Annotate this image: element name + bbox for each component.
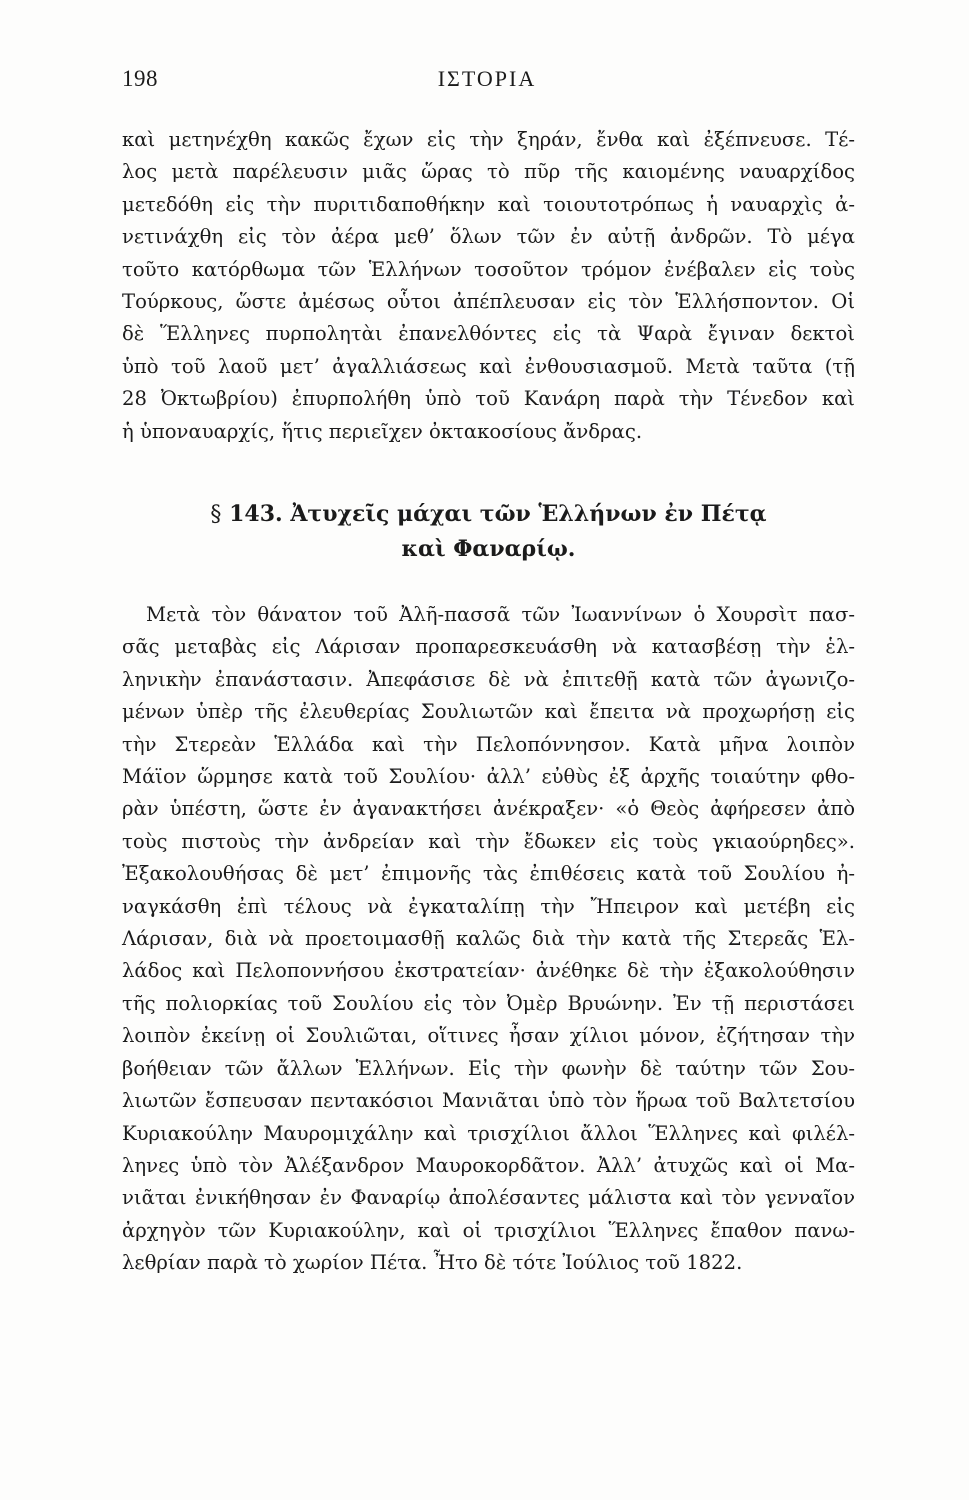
text-line: Κυριακούλην Μαυρομιχάλην καὶ τρισχίλιοι ἄλλοι Ἕλληνες καὶ φιλέλ- — [122, 1121, 855, 1145]
text-line: λος μετὰ παρέλευσιν μιᾶς ὥρας τὸ πῦρ τῆς καιομένης ναυαρχίδος — [122, 160, 855, 184]
text-line: τοῦτο κατόρθωμα τῶν Ἑλλήνων τοσοῦτον τρόμον ἐνέβαλεν εἰς τοὺς — [122, 257, 855, 281]
text-line: λεθρίαν παρὰ τὸ χωρίον Πέτα. Ἦτο δὲ τότε Ἰούλιος τοῦ 1822. — [122, 1251, 743, 1275]
running-head: ΙΣΤΟΡΙΑ — [437, 66, 537, 91]
section-title-line-2: καὶ Φαναρίῳ. — [401, 536, 576, 562]
text-line: μετεδόθη εἰς τὴν πυριτιδαποθήκην καὶ τοιουτοτρόπως ἡ ναυαρχὶς ἀ- — [122, 192, 855, 216]
section-heading — [122, 497, 855, 566]
text-line: ἀρχηγὸν τῶν Κυριακούλην, καὶ οἱ τρισχίλιοι Ἕλληνες ἔπαθον πανω- — [122, 1218, 855, 1242]
text-line: ληνες ὑπὸ τὸν Ἀλέξανδρον Μαυροκορδᾶτον. Ἀλλ’ ἀτυχῶς καὶ οἱ Μα- — [122, 1153, 855, 1177]
section-title-line-1: Ἀτυχεῖς μάχαι τῶν Ἑλλήνων ἐν Πέτᾳ — [290, 501, 767, 527]
paragraph-1 — [122, 124, 855, 448]
section-heading-line-1 — [122, 497, 855, 532]
text-line: νετινάχθη εἰς τὸν ἀέρα μεθ’ ὅλων τῶν ἐν αὐτῇ ἀνδρῶν. Τὸ μέγα — [122, 225, 855, 249]
section-sign: § — [210, 502, 222, 527]
text-line: Ἐξακολουθήσας δὲ μετ’ ἐπιμονῆς τὰς ἐπιθέσεις κατὰ τοῦ Σουλίου ἠ- — [122, 862, 855, 886]
text-line: Μάϊον ὥρμησε κατὰ τοῦ Σουλίου· ἀλλ’ εὐθὺς ἐξ ἀρχῆς τοιαύτην φθο- — [122, 765, 855, 789]
text-line: ὑπὸ τοῦ λαοῦ μετ’ ἀγαλλιάσεως καὶ ἐνθουσιασμοῦ. Μετὰ ταῦτα (τῇ — [122, 354, 855, 378]
text-line: σᾶς μεταβὰς εἰς Λάρισαν προπαρεσκευάσθη νὰ κατασβέσῃ τὴν ἑλ- — [122, 635, 855, 659]
text-line: λοιπὸν ἐκείνῃ οἱ Σουλιῶται, οἵτινες ἦσαν χίλιοι μόνον, ἐζήτησαν τὴν — [122, 1024, 855, 1048]
section-number: 143. — [229, 501, 283, 527]
text-line: Τούρκους, ὥστε ἀμέσως οὗτοι ἀπέπλευσαν εἰς τὸν Ἑλλήσποντον. Οἱ — [122, 290, 855, 314]
text-line: λιωτῶν ἔσπευσαν πεντακόσιοι Μανιᾶται ὑπὸ τὸν ἥρωα τοῦ Βαλτετσίου — [122, 1089, 855, 1113]
text-line: Λάρισαν, διὰ νὰ προετοιμασθῇ καλῶς διὰ τὴν κατὰ τῆς Στερεᾶς Ἑλ- — [122, 927, 855, 951]
text-line: νιᾶται ἐνικήθησαν ἐν Φαναρίῳ ἀπολέσαντες μάλιστα καὶ τὸν γενναῖον — [122, 1186, 855, 1210]
paragraph-2 — [122, 599, 855, 1280]
text-line: τῆς πολιορκίας τοῦ Σουλίου εἰς τὸν Ὀμὲρ Βρυώνην. Ἐν τῇ περιστάσει — [122, 991, 855, 1015]
text-line: μένων ὑπὲρ τῆς ἐλευθερίας Σουλιωτῶν καὶ ἔπειτα νὰ προχωρήσῃ εἰς — [122, 700, 855, 724]
text-line: τὴν Στερεὰν Ἑλλάδα καὶ τὴν Πελοπόννησον. Κατὰ μῆνα λοιπὸν — [122, 732, 855, 756]
text-line: 28 Ὀκτωβρίου) ἐπυρπολήθη ὑπὸ τοῦ Κανάρη παρὰ τὴν Τένεδον καὶ — [122, 387, 855, 411]
text-line: ναγκάσθη ἐπὶ τέλους νὰ ἐγκαταλίπῃ τὴν Ἤπειρον καὶ μετέβη εἰς — [122, 894, 855, 918]
text-line: ρὰν ὑπέστη, ὥστε ἐν ἀγανακτήσει ἀνέκραξεν· «ὁ Θεὸς ἀφήρεσεν ἀπὸ — [122, 797, 855, 821]
text-line: τοὺς πιστοὺς τὴν ἀνδρείαν καὶ τὴν ἔδωκεν εἰς τοὺς γκιαούρηδες». — [122, 829, 855, 853]
page-number: 198 — [122, 66, 158, 91]
text-line: ληνικὴν ἐπανάστασιν. Ἀπεφάσισε δὲ νὰ ἐπιτεθῇ κατὰ τῶν ἀγωνιζο- — [122, 667, 855, 691]
text-line: δὲ Ἕλληνες πυρπολητὰι ἐπανελθόντες εἰς τὰ Ψαρὰ ἔγιναν δεκτοὶ — [122, 322, 855, 346]
text-line: βοήθειαν τῶν ἄλλων Ἑλλήνων. Εἰς τὴν φωνὴν δὲ ταύτην τῶν Σου- — [122, 1056, 855, 1080]
page-header — [122, 66, 852, 96]
text-line: καὶ μετηνέχθη κακῶς ἔχων εἰς τὴν ξηράν, ἔνθα καὶ ἐξέπνευσε. Τέ- — [122, 128, 855, 151]
text-line: ἡ ὑποναυαρχίς, ἥτις περιεῖχεν ὀκτακοσίους ἄνδρας. — [122, 419, 643, 443]
text-line: λάδος καὶ Πελοποννήσου ἐκστρατείαν· ἀνέθηκε δὲ τὴν ἐξακολούθησιν — [122, 959, 855, 983]
text-line: Μετὰ τὸν θάνατον τοῦ Ἀλῆ-πασσᾶ τῶν Ἰωαννίνων ὁ Χουρσὶτ πασ- — [146, 603, 855, 626]
